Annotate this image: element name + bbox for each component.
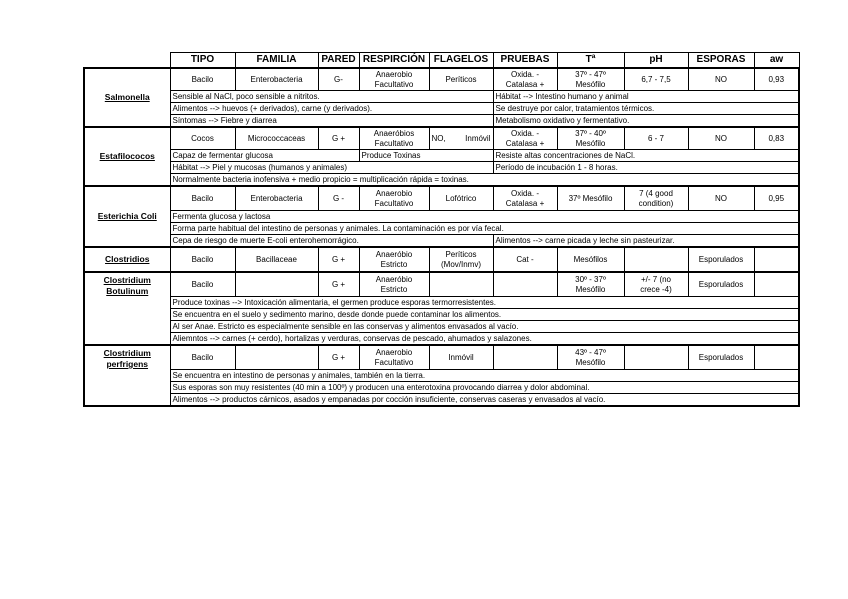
estafilococos-row (84, 127, 799, 150)
note-cell: Hábitat --> Intestino humano y animal (493, 91, 799, 103)
pruebas-cell: Oxida. - Catalasa + (493, 127, 557, 150)
organism-name: Estafilococos (84, 127, 170, 186)
aw-cell (754, 272, 799, 297)
respiracion-cell: Anaerobio Facultativo (359, 186, 429, 211)
note-cell: Cepa de riesgo de muerte E-coli enterohemorrágico. (170, 235, 493, 248)
ph-cell (624, 345, 688, 370)
note-cell: Normalmente bacteria inofensiva + medio propicio = multiplicación rápida = toxinas. (170, 174, 799, 187)
temperatura-cell: 37º Mesófilo (557, 186, 624, 211)
tipo-cell: Cocos (170, 127, 235, 150)
aw-cell: 0,93 (754, 68, 799, 91)
aw-cell (754, 345, 799, 370)
tipo-cell: Bacilo (170, 345, 235, 370)
note-row (84, 103, 799, 115)
note-row (84, 394, 799, 407)
note-cell: Alimentos --> productos cárnicos, asados y empanadas por cocción insuficiente, conservas caseras y envasados al vacío. (170, 394, 799, 407)
esporas-cell: Esporulados (688, 247, 754, 272)
bacteria-table (83, 52, 800, 407)
header-pruebas: PRUEBAS (493, 53, 557, 69)
respiracion-cell: Anaerobio Facultativo (359, 345, 429, 370)
note-cell: Sensible al NaCl, poco sensible a nitritos. (170, 91, 493, 103)
pared-cell: G + (318, 345, 359, 370)
perfrigens-group (84, 345, 799, 406)
tipo-cell: Bacilo (170, 272, 235, 297)
note-cell: Período de incubación 1 - 8 horas. (493, 162, 799, 174)
flagelos-cell: Lofótrico (429, 186, 493, 211)
note-cell: Síntomas --> Fiebre y diarrea (170, 115, 493, 128)
note-row (84, 309, 799, 321)
temperatura-cell: 43º - 47º Mesófilo (557, 345, 624, 370)
temperatura-cell: Mesófilos (557, 247, 624, 272)
note-row (84, 174, 799, 187)
aw-cell: 0,83 (754, 127, 799, 150)
tipo-cell: Bacilo (170, 247, 235, 272)
note-cell: Alimentos --> carne picada y leche sin pasteurizar. (493, 235, 799, 248)
pared-cell: G + (318, 127, 359, 150)
header-temperatura: Tª (557, 53, 624, 69)
respiracion-cell: Anaeróbios Facultativo (359, 127, 429, 150)
temperatura-cell: 37º - 47º Mesófilo (557, 68, 624, 91)
salmonella-group (84, 68, 799, 127)
header-pared: PARED (318, 53, 359, 69)
pared-cell: G + (318, 272, 359, 297)
familia-cell: Enterobacteria (235, 186, 318, 211)
pruebas-cell (493, 272, 557, 297)
esporas-cell: Esporulados (688, 272, 754, 297)
note-cell: Se encuentra en el suelo y sedimento marino, desde donde puede contaminar los alimentos. (170, 309, 799, 321)
esporas-cell: NO (688, 68, 754, 91)
note-cell: Produce toxinas --> Intoxicación alimentaria, el germen produce esporas termorresistentes. (170, 297, 799, 309)
note-cell: Produce Toxinas (359, 150, 493, 162)
note-cell: Se encuentra en intestino de personas y animales, también en la tierra. (170, 370, 799, 382)
note-row (84, 382, 799, 394)
note-cell: Fermenta glucosa y lactosa (170, 211, 799, 223)
clostridios-group (84, 247, 799, 272)
header-tipo: TIPO (170, 53, 235, 69)
note-row (84, 211, 799, 223)
flagelos-cell (429, 272, 493, 297)
ph-cell: 7 (4 good condition) (624, 186, 688, 211)
temperatura-cell: 30º - 37º Mesófilo (557, 272, 624, 297)
aw-cell (754, 247, 799, 272)
pruebas-cell: Cat - (493, 247, 557, 272)
organism-name: Clostridios (84, 247, 170, 272)
note-cell: Alimentos --> huevos (+ derivados), carne (y derivados). (170, 103, 493, 115)
pruebas-cell (493, 345, 557, 370)
ph-cell (624, 247, 688, 272)
pared-cell: G - (318, 186, 359, 211)
flagelos-cell: NO, Inmóvil (429, 127, 493, 150)
note-row (84, 235, 799, 248)
respiracion-cell: Anaeróbio Estricto (359, 272, 429, 297)
organism-name: Esterichia Coli (84, 186, 170, 247)
temperatura-cell: 37º - 40º Mesófilo (557, 127, 624, 150)
perfrigens-row (84, 345, 799, 370)
organism-name: Clostridium perfrigens (84, 345, 170, 406)
note-row (84, 91, 799, 103)
aw-cell: 0,95 (754, 186, 799, 211)
tipo-cell: Bacilo (170, 68, 235, 91)
esporas-cell: NO (688, 186, 754, 211)
botulinum-group (84, 272, 799, 345)
pruebas-cell: Oxida. - Catalasa + (493, 186, 557, 211)
ph-cell: 6,7 - 7,5 (624, 68, 688, 91)
pruebas-cell: Oxida. - Catalasa + (493, 68, 557, 91)
familia-cell: Enterobacteria (235, 68, 318, 91)
note-row (84, 223, 799, 235)
note-cell: Resiste altas concentraciones de NaCl. (493, 150, 799, 162)
esporas-cell: NO (688, 127, 754, 150)
familia-cell (235, 345, 318, 370)
familia-cell (235, 272, 318, 297)
note-cell: Metabolismo oxidativo y fermentativo. (493, 115, 799, 128)
header-blank (84, 53, 170, 69)
note-cell: Aliemntos --> carnes (+ cerdo), hortalizas y verduras, conservas de pescado, ahumados y salazones. (170, 333, 799, 346)
ph-cell: +/- 7 (no crece -4) (624, 272, 688, 297)
header-flagelos: FLAGELOS (429, 53, 493, 69)
flagelos-cell: Períticos (429, 68, 493, 91)
note-cell: Capaz de fermentar glucosa (170, 150, 359, 162)
familia-cell: Bacillaceae (235, 247, 318, 272)
header-ph: pH (624, 53, 688, 69)
note-row (84, 370, 799, 382)
header-row (84, 53, 799, 69)
respiracion-cell: Anaeróbio Estricto (359, 247, 429, 272)
organism-name: Clostridium Botulinum (84, 272, 170, 345)
salmonella-row (84, 68, 799, 91)
tipo-cell: Bacilo (170, 186, 235, 211)
header-aw: aw (754, 53, 799, 69)
pared-cell: G + (318, 247, 359, 272)
note-row (84, 162, 799, 174)
note-cell: Sus esporas son muy resistentes (40 min a 100º) y producen una enterotoxina provocando diarrea y dolor abdominal. (170, 382, 799, 394)
coli-group (84, 186, 799, 247)
note-row (84, 333, 799, 346)
coli-row (84, 186, 799, 211)
note-cell: Forma parte habitual del intestino de personas y animales. La contaminación es por vía fecal. (170, 223, 799, 235)
flagelos-cell: Períticos (Mov/Inmv) (429, 247, 493, 272)
respiracion-cell: Anaerobio Facultativo (359, 68, 429, 91)
header-respiracion: RESPIRCIÓN (359, 53, 429, 69)
estafilococos-group (84, 127, 799, 186)
flagelos-cell: Inmóvil (429, 345, 493, 370)
pared-cell: G- (318, 68, 359, 91)
organism-name: Salmonella (84, 68, 170, 127)
note-row (84, 321, 799, 333)
clostridios-row (84, 247, 799, 272)
familia-cell: Micrococcaceas (235, 127, 318, 150)
note-row (84, 115, 799, 128)
esporas-cell: Esporulados (688, 345, 754, 370)
ph-cell: 6 - 7 (624, 127, 688, 150)
note-cell: Se destruye por calor, tratamientos térmicos. (493, 103, 799, 115)
note-cell: Hábitat --> Piel y mucosas (humanos y animales) (170, 162, 493, 174)
note-row (84, 297, 799, 309)
note-cell: Al ser Anae. Estricto es especialmente sensible en las conservas y alimentos envasados al vacío. (170, 321, 799, 333)
botulinum-row (84, 272, 799, 297)
header-esporas: ESPORAS (688, 53, 754, 69)
header-familia: FAMILIA (235, 53, 318, 69)
note-row (84, 150, 799, 162)
